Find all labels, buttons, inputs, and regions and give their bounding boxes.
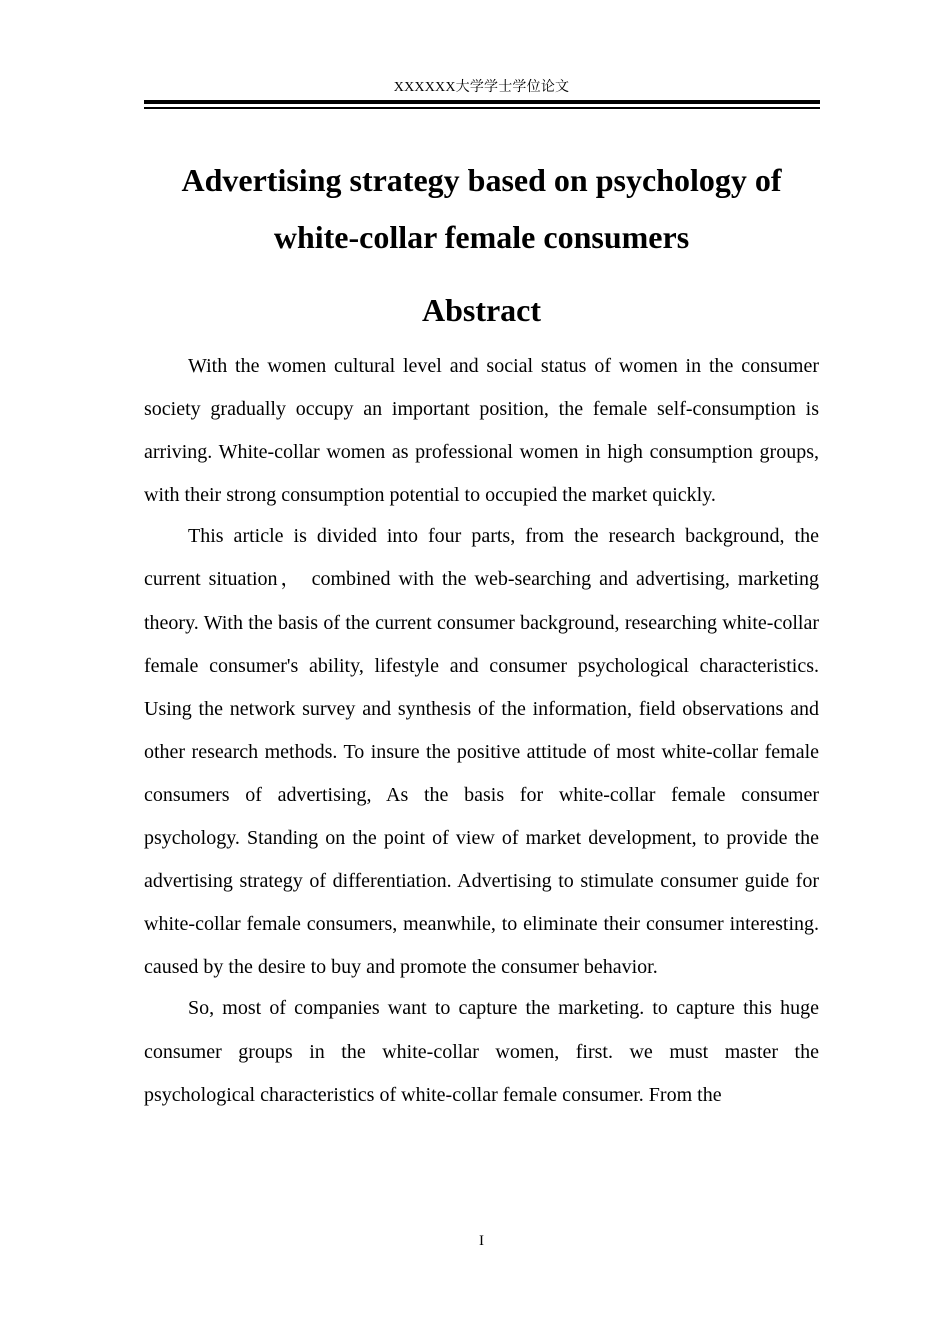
page-number: I: [479, 1233, 484, 1249]
header-rule-thick: [144, 100, 820, 104]
paper-title-line-2: white-collar female consumers: [273, 219, 690, 255]
paper-title: [144, 152, 819, 266]
abstract-body: [144, 345, 819, 1115]
abstract-paragraph-2: This article is divided into four parts, from the research background, the current situation， combined with the web-searching and advertising, marketing theory. With the basis of the current consumer background, researching white-collar female consumer's ability, lifestyle and consumer psychological characteristics. Using the network survey and synthesis of the information, field observations and other research methods. To insure the positive attitude of most white-collar female consumers of advertising, As the basis for white-collar female consumer psychology. Standing on the point of view of market development, to provide the advertising strategy of differentiation. Advertising to stimulate consumer guide for white-collar female consumers, meanwhile, to eliminate their consumer interesting. caused by the desire to buy and promote the consumer behavior.: [144, 525, 819, 979]
header-rule-thin: [144, 107, 820, 109]
paper-title-line-1: Advertising strategy based on psychology of: [181, 162, 782, 198]
abstract-paragraph-3: So, most of companies want to capture the marketing. to capture this huge consumer groups in the white-collar women, first. we must master the psychological characteristics of white-collar female consumer. From the: [144, 997, 819, 1106]
abstract-paragraph-1: With the women cultural level and social status of women in the consumer society gradually occupy an important position, the female self-consumption is arriving. White-collar women as professional women in high consumption groups, with their strong consumption potential to occupied the market quickly.: [144, 355, 819, 507]
running-header: XXXXXX大学学士学位论文: [393, 80, 570, 95]
abstract-heading: Abstract: [421, 292, 542, 328]
